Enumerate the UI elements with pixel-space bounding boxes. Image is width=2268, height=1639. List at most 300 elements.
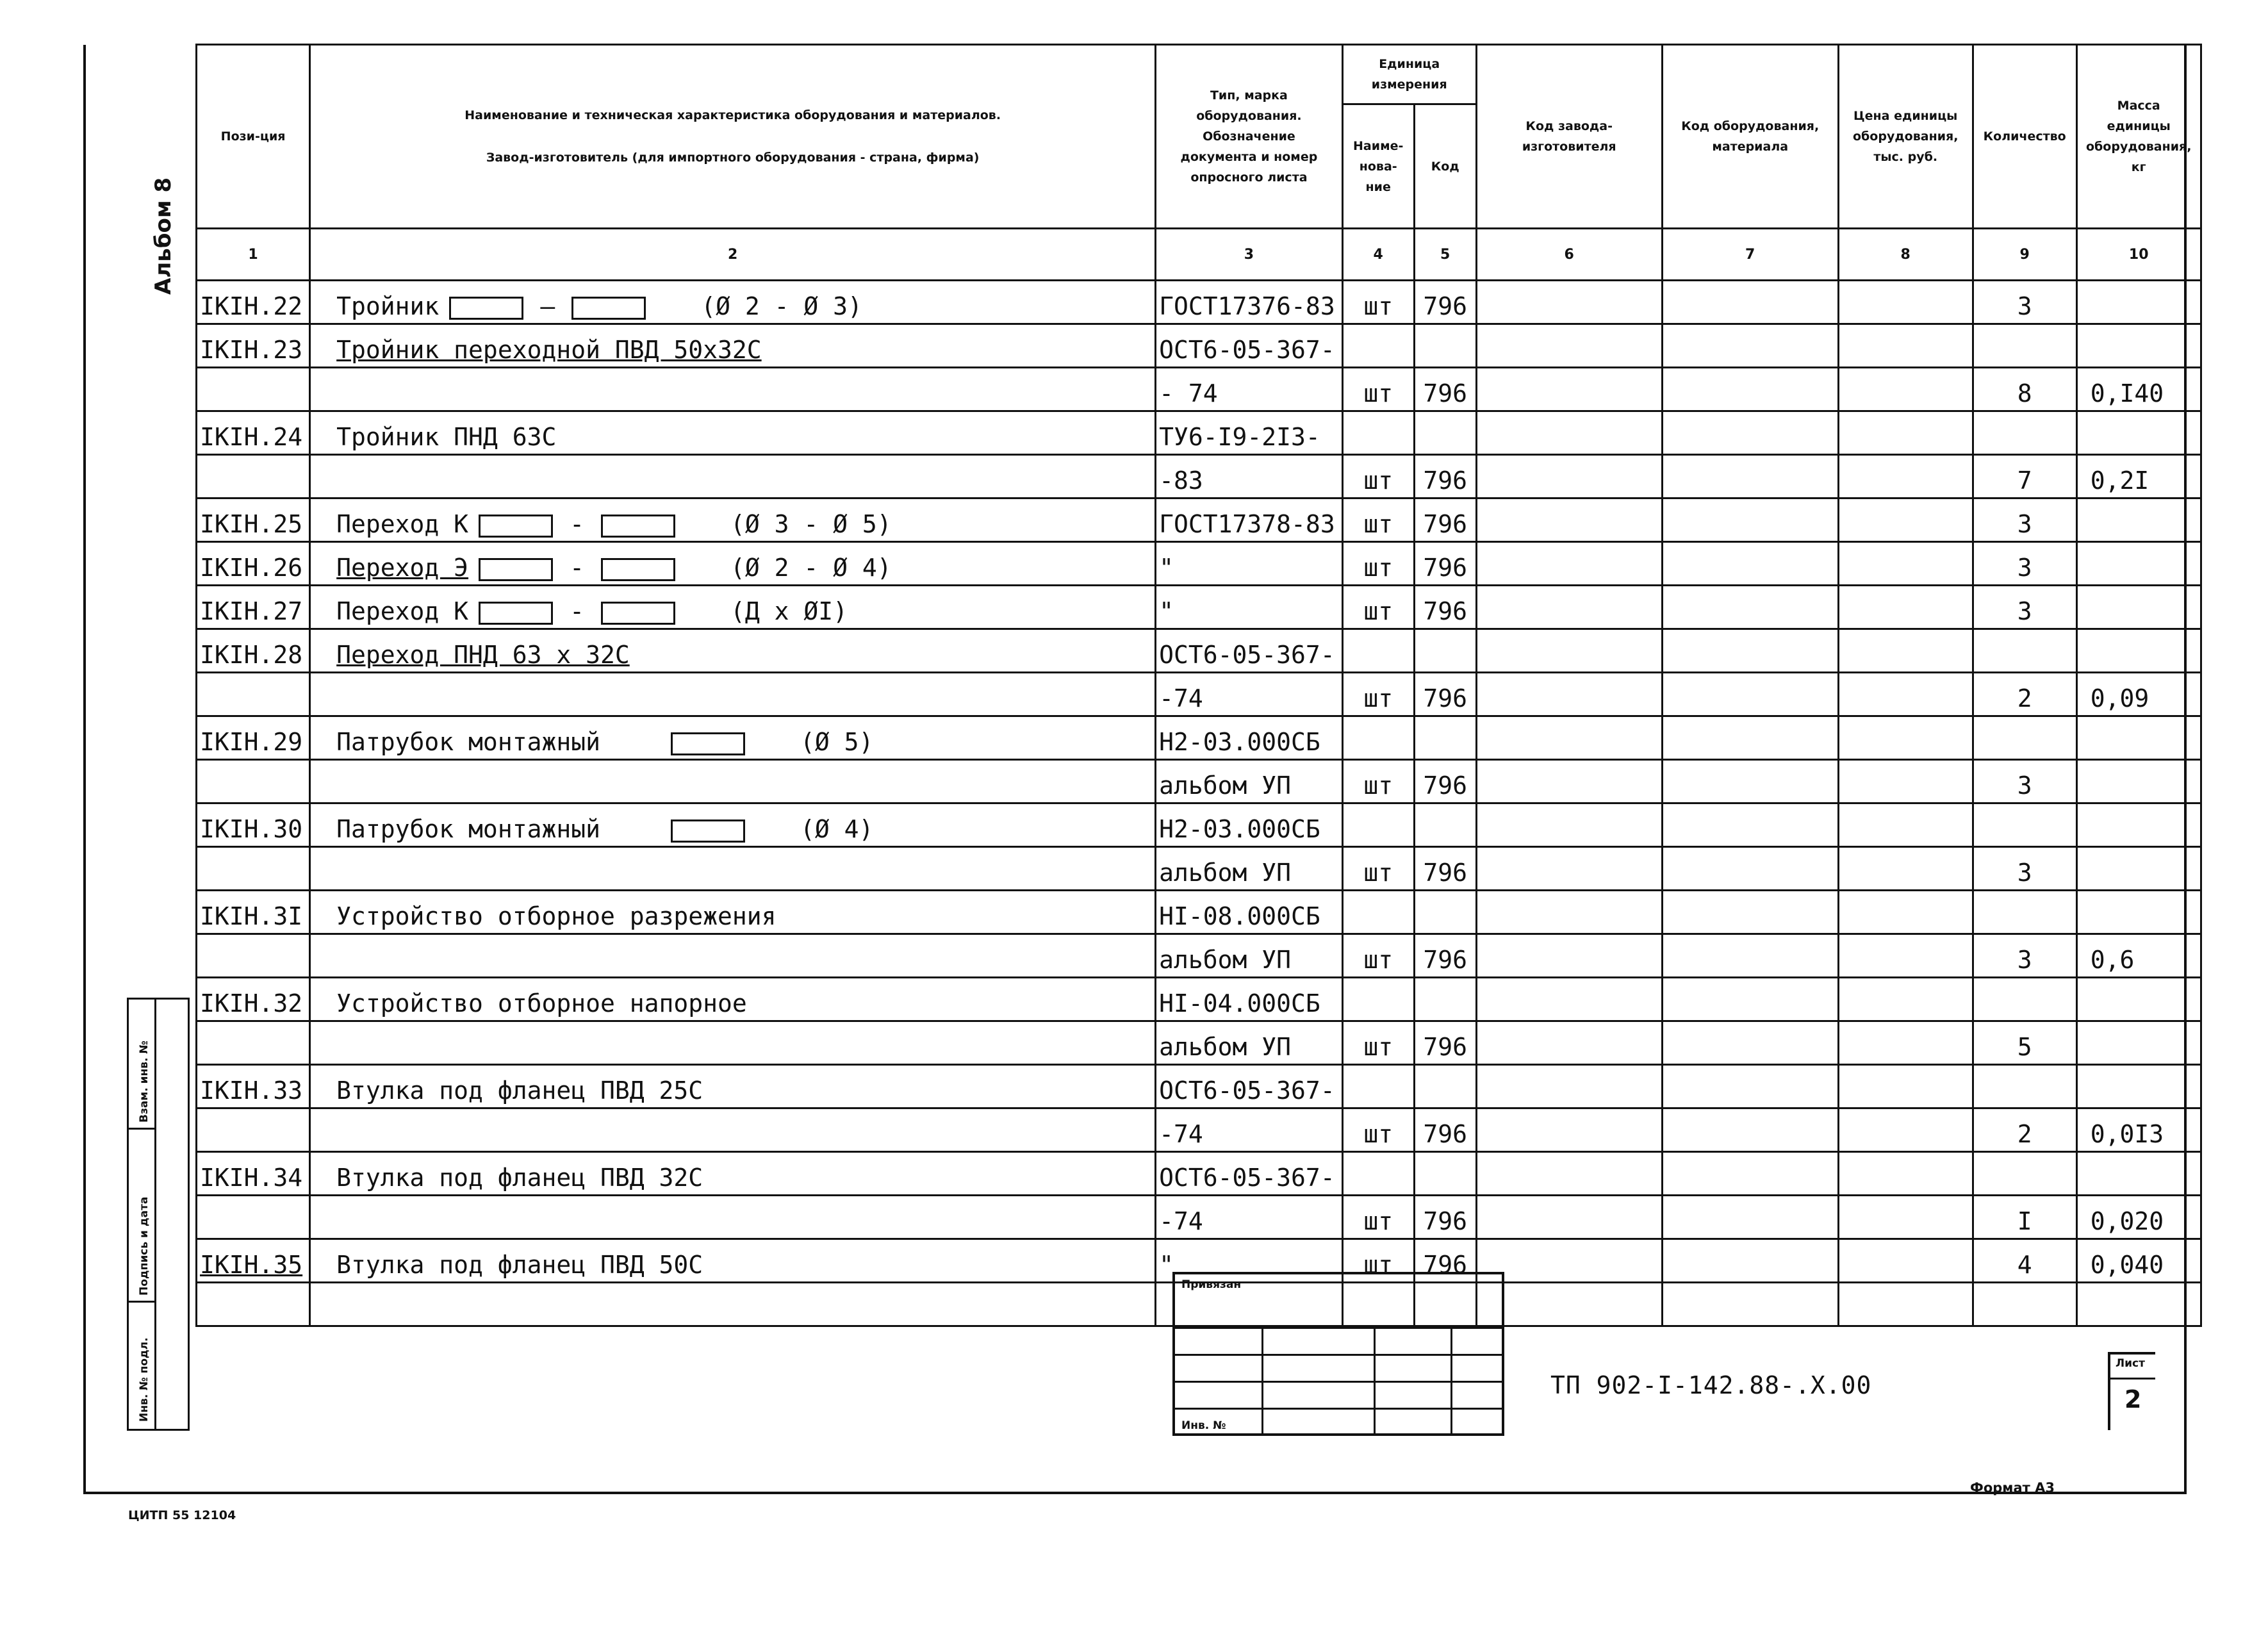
position-cell — [197, 847, 310, 891]
quantity-cell — [1973, 978, 2076, 1021]
factory-code-cell — [1476, 1065, 1662, 1108]
quantity-cell — [1973, 1152, 2076, 1196]
document-cell-text: ГОСТ17378-83 — [1159, 510, 1335, 538]
factory-code-cell — [1476, 934, 1662, 978]
mass-cell — [2076, 891, 2201, 934]
quantity-cell — [1973, 411, 2076, 455]
document-designation: ТП 902-I-142.88-.Х.00 — [1550, 1371, 1872, 1399]
position-cell — [197, 629, 310, 673]
position-cell-text: IKIH.33 — [200, 1076, 303, 1105]
position-cell — [197, 281, 310, 324]
document-cell-text: -74 — [1159, 1120, 1203, 1148]
mass-cell — [2076, 498, 2201, 542]
quantity-cell — [1973, 629, 2076, 673]
position-cell-text: IKIH.27 — [200, 597, 303, 625]
unit-code-cell — [1414, 803, 1476, 847]
unit-code-cell — [1414, 455, 1476, 498]
table-row — [197, 1021, 2201, 1065]
mass-cell — [2076, 455, 2201, 498]
mass-cell — [2076, 803, 2201, 847]
equipment-code-cell — [1662, 978, 1838, 1021]
unit-name-cell — [1342, 498, 1414, 542]
unit-code-cell-text: 796 — [1423, 771, 1468, 800]
unit-name-cell-text: шт — [1363, 1251, 1393, 1279]
header-quantity: Количество — [1973, 45, 2076, 229]
factory-code-cell — [1476, 368, 1662, 411]
stamp-replace-inv-label: Взам. инв. № — [138, 1041, 151, 1123]
unit-name-cell — [1342, 1065, 1414, 1108]
unit-name-cell — [1342, 760, 1414, 803]
factory-code-cell — [1476, 586, 1662, 629]
equipment-code-cell — [1662, 1239, 1838, 1283]
price-cell — [1838, 673, 1973, 716]
equipment-code-cell — [1662, 1065, 1838, 1108]
document-cell — [1156, 542, 1343, 586]
size-placeholder-box — [601, 515, 675, 538]
mass-cell — [2076, 934, 2201, 978]
price-cell — [1838, 542, 1973, 586]
equipment-code-cell — [1662, 455, 1838, 498]
mass-cell-text: 0,09 — [2090, 684, 2149, 712]
document-cell-text: ОСТ6-05-367- — [1159, 336, 1335, 364]
table-row — [197, 673, 2201, 716]
mass-cell — [2076, 847, 2201, 891]
size-placeholder-box — [671, 820, 745, 843]
unit-code-cell-text: 796 — [1423, 684, 1468, 712]
price-cell — [1838, 455, 1973, 498]
mass-cell — [2076, 411, 2201, 455]
unit-name-cell — [1342, 455, 1414, 498]
document-cell — [1156, 411, 1343, 455]
unit-name-cell — [1342, 368, 1414, 411]
quantity-cell — [1973, 1196, 2076, 1239]
side-stamp — [127, 998, 190, 1431]
document-cell-text: ОСТ6-05-367- — [1159, 1164, 1335, 1192]
size-placeholder-box — [601, 602, 675, 625]
equipment-code-cell — [1662, 1152, 1838, 1196]
quantity-cell — [1973, 281, 2076, 324]
unit-code-cell-text: 796 — [1423, 946, 1468, 974]
table-row — [197, 760, 2201, 803]
table-row — [197, 324, 2201, 368]
unit-name-cell — [1342, 1152, 1414, 1196]
document-cell — [1156, 1108, 1343, 1152]
quantity-cell — [1973, 673, 2076, 716]
unit-name-cell — [1342, 934, 1414, 978]
factory-code-cell — [1476, 716, 1662, 760]
unit-code-cell-text: 796 — [1423, 554, 1468, 582]
price-cell — [1838, 891, 1973, 934]
unit-code-cell — [1414, 586, 1476, 629]
item-name: Переход К — [336, 510, 469, 538]
item-name: Втулка под фланец ПВД 32С — [336, 1164, 703, 1192]
name-cell — [310, 498, 1156, 542]
table-row — [197, 1108, 2201, 1152]
factory-code-cell — [1476, 673, 1662, 716]
col-num: 2 — [310, 229, 1156, 281]
unit-name-cell-text: шт — [1363, 379, 1393, 408]
equipment-code-cell — [1662, 411, 1838, 455]
size-placeholder-box — [449, 297, 523, 320]
price-cell — [1838, 1283, 1973, 1326]
unit-code-cell-text: 796 — [1423, 1207, 1468, 1235]
equipment-code-cell — [1662, 1021, 1838, 1065]
unit-code-cell — [1414, 891, 1476, 934]
document-cell-text: " — [1159, 1251, 1174, 1279]
position-cell — [197, 760, 310, 803]
quantity-cell-text: I — [2017, 1207, 2032, 1235]
unit-name-cell — [1342, 586, 1414, 629]
specification-table — [195, 44, 2202, 1327]
unit-code-cell-text: 796 — [1423, 1033, 1468, 1061]
quantity-cell — [1973, 368, 2076, 411]
unit-name-cell — [1342, 803, 1414, 847]
col-num: 10 — [2076, 229, 2201, 281]
position-cell-text: IKIH.30 — [200, 815, 303, 843]
factory-code-cell — [1476, 1152, 1662, 1196]
quantity-cell-text: 3 — [2017, 946, 2032, 974]
position-cell-text: IKIH.28 — [200, 641, 303, 669]
quantity-cell-text: 3 — [2017, 292, 2032, 320]
price-cell — [1838, 1239, 1973, 1283]
document-cell-text: альбом УП — [1159, 1033, 1292, 1061]
mass-cell — [2076, 368, 2201, 411]
price-cell — [1838, 586, 1973, 629]
mass-cell-text: 0,040 — [2090, 1251, 2164, 1279]
col-num: 6 — [1476, 229, 1662, 281]
document-cell — [1156, 716, 1343, 760]
mass-cell-text: 0,020 — [2090, 1207, 2164, 1235]
position-cell — [197, 498, 310, 542]
table-row — [197, 281, 2201, 324]
quantity-cell — [1973, 1021, 2076, 1065]
document-cell — [1156, 847, 1343, 891]
name-cell — [310, 803, 1156, 847]
mass-cell — [2076, 673, 2201, 716]
factory-code-cell — [1476, 542, 1662, 586]
document-cell-text: альбом УП — [1159, 859, 1292, 887]
quantity-cell-text: 3 — [2017, 859, 2032, 887]
mass-cell — [2076, 1283, 2201, 1326]
table-row — [197, 891, 2201, 934]
header-factory-code: Код завода-изготовителя — [1476, 45, 1662, 229]
document-cell-text: ОСТ6-05-367- — [1159, 641, 1335, 669]
position-cell-text: IKIH.24 — [200, 423, 303, 451]
unit-code-cell — [1414, 1065, 1476, 1108]
unit-code-cell — [1414, 368, 1476, 411]
equipment-code-cell — [1662, 760, 1838, 803]
diameter-spec: (Д х ØI) — [730, 597, 848, 625]
quantity-cell — [1973, 586, 2076, 629]
position-cell — [197, 411, 310, 455]
quantity-cell — [1973, 716, 2076, 760]
table-body — [197, 281, 2201, 1326]
quantity-cell — [1973, 1108, 2076, 1152]
mass-cell-text: 0,I40 — [2090, 379, 2164, 408]
name-cell — [310, 716, 1156, 760]
price-cell — [1838, 803, 1973, 847]
unit-code-cell — [1414, 1196, 1476, 1239]
dash: - — [570, 597, 584, 625]
unit-code-cell-text: 796 — [1423, 597, 1468, 625]
sheet-number: 2 — [2124, 1385, 2142, 1413]
price-cell — [1838, 629, 1973, 673]
document-cell-text: ТУ6-I9-2I3- — [1159, 423, 1320, 451]
name-cell — [310, 847, 1156, 891]
price-cell — [1838, 847, 1973, 891]
header-type: Тип, марка оборудования. Обозначение документа и номер опросного листа — [1156, 45, 1343, 229]
header-equipment-code: Код оборудования, материала — [1662, 45, 1838, 229]
col-num: 7 — [1662, 229, 1838, 281]
mass-cell — [2076, 760, 2201, 803]
item-name: Тройник ПНД 63С — [336, 423, 557, 451]
table-row — [197, 716, 2201, 760]
price-cell — [1838, 1152, 1973, 1196]
equipment-code-cell — [1662, 586, 1838, 629]
document-cell — [1156, 586, 1343, 629]
price-cell — [1838, 324, 1973, 368]
document-cell — [1156, 934, 1343, 978]
factory-code-cell — [1476, 455, 1662, 498]
mass-cell — [2076, 716, 2201, 760]
stamp-inv-orig-label: Инв. № подл. — [138, 1337, 151, 1422]
size-placeholder-box — [601, 558, 675, 581]
price-cell — [1838, 1021, 1973, 1065]
position-cell-text: IKIH.25 — [200, 510, 303, 538]
unit-code-cell — [1414, 934, 1476, 978]
document-cell-text: -74 — [1159, 684, 1203, 712]
position-cell-text: IKIH.32 — [200, 989, 303, 1017]
document-cell — [1156, 1021, 1343, 1065]
unit-name-cell-text: шт — [1363, 1033, 1393, 1061]
stamp-sign-date-label: Подпись и дата — [138, 1196, 151, 1296]
unit-code-cell-text: 796 — [1423, 379, 1468, 408]
quantity-cell-text: 3 — [2017, 554, 2032, 582]
diameter-spec: (Ø 2 - Ø 3) — [701, 292, 862, 320]
factory-code-cell — [1476, 411, 1662, 455]
unit-name-cell — [1342, 1021, 1414, 1065]
factory-code-cell — [1476, 847, 1662, 891]
unit-code-cell — [1414, 498, 1476, 542]
col-num: 4 — [1342, 229, 1414, 281]
header-name-line2: Завод-изготовитель (для импортного оборудования - страна, фирма) — [486, 151, 980, 165]
col-num: 5 — [1414, 229, 1476, 281]
size-placeholder-box — [479, 515, 553, 538]
unit-name-cell — [1342, 542, 1414, 586]
col-num: 9 — [1973, 229, 2076, 281]
document-cell — [1156, 673, 1343, 716]
unit-code-cell — [1414, 281, 1476, 324]
unit-code-cell-text: 796 — [1423, 859, 1468, 887]
equipment-code-cell — [1662, 324, 1838, 368]
table-row — [197, 1196, 2201, 1239]
header-name-line1: Наименование и техническая характеристика оборудования и материалов. — [464, 108, 1001, 122]
album-label: Альбом 8 — [151, 177, 176, 295]
unit-name-cell — [1342, 1108, 1414, 1152]
price-cell — [1838, 716, 1973, 760]
equipment-code-cell — [1662, 847, 1838, 891]
equipment-code-cell — [1662, 673, 1838, 716]
unit-code-cell — [1414, 542, 1476, 586]
unit-name-cell — [1342, 281, 1414, 324]
unit-name-cell — [1342, 716, 1414, 760]
name-cell — [310, 1196, 1156, 1239]
size-placeholder-box — [479, 602, 553, 625]
tied-label: Привязан — [1181, 1278, 1242, 1291]
document-cell-text: ГОСТ17376-83 — [1159, 292, 1335, 320]
factory-code-cell — [1476, 1021, 1662, 1065]
col-num: 3 — [1156, 229, 1343, 281]
price-cell — [1838, 1065, 1973, 1108]
document-cell — [1156, 891, 1343, 934]
unit-name-cell — [1342, 411, 1414, 455]
stamp-replace-inv — [129, 1000, 154, 1130]
equipment-code-cell — [1662, 803, 1838, 847]
unit-code-cell — [1414, 760, 1476, 803]
quantity-cell-text: 3 — [2017, 771, 2032, 800]
name-cell — [310, 324, 1156, 368]
price-cell — [1838, 760, 1973, 803]
position-cell-text: IKIH.22 — [200, 292, 303, 320]
header-unit-group: Единица измерения — [1342, 45, 1476, 104]
item-name: Тройник переходной ПВД 50х32С — [336, 336, 762, 364]
unit-code-cell — [1414, 673, 1476, 716]
name-cell — [310, 586, 1156, 629]
document-cell-text: Н2-03.000СБ — [1159, 815, 1320, 843]
table-row — [197, 629, 2201, 673]
factory-code-cell — [1476, 498, 1662, 542]
name-cell — [310, 368, 1156, 411]
position-cell-text: IKIH.34 — [200, 1164, 303, 1192]
equipment-code-cell — [1662, 498, 1838, 542]
factory-code-cell — [1476, 629, 1662, 673]
table-row — [197, 542, 2201, 586]
diameter-spec: (Ø 5) — [800, 728, 874, 756]
document-cell-text: " — [1159, 554, 1174, 582]
mass-cell — [2076, 324, 2201, 368]
unit-code-cell — [1414, 716, 1476, 760]
item-name: Патрубок монтажный — [336, 728, 600, 756]
document-cell — [1156, 1152, 1343, 1196]
factory-code-cell — [1476, 891, 1662, 934]
header-position: Пози-ция — [197, 45, 310, 229]
equipment-code-cell — [1662, 281, 1838, 324]
item-name: Втулка под фланец ПВД 25С — [336, 1076, 703, 1105]
equipment-code-cell — [1662, 1283, 1838, 1326]
table-row — [197, 847, 2201, 891]
position-cell — [197, 716, 310, 760]
dash: - — [570, 510, 584, 538]
price-cell — [1838, 368, 1973, 411]
diameter-spec: (Ø 4) — [800, 815, 874, 843]
document-cell-text: альбом УП — [1159, 771, 1292, 800]
price-cell — [1838, 281, 1973, 324]
position-cell-text: IKIH.26 — [200, 554, 303, 582]
item-name: Устройство отборное разрежения — [336, 902, 777, 930]
quantity-cell — [1973, 1239, 2076, 1283]
mass-cell — [2076, 1108, 2201, 1152]
position-cell — [197, 455, 310, 498]
name-cell — [310, 1108, 1156, 1152]
quantity-cell-text: 3 — [2017, 510, 2032, 538]
equipment-code-cell — [1662, 934, 1838, 978]
size-placeholder-box — [479, 558, 553, 581]
name-cell — [310, 978, 1156, 1021]
col-num: 8 — [1838, 229, 1973, 281]
position-cell — [197, 324, 310, 368]
dash: - — [570, 554, 584, 582]
position-cell-text: IKIH.3I — [200, 902, 303, 930]
mass-cell — [2076, 1021, 2201, 1065]
size-placeholder-box — [671, 732, 745, 755]
document-cell — [1156, 803, 1343, 847]
position-cell — [197, 586, 310, 629]
table-row — [197, 1152, 2201, 1196]
table-row — [197, 803, 2201, 847]
document-cell — [1156, 498, 1343, 542]
unit-name-cell-text: шт — [1363, 946, 1393, 974]
position-cell — [197, 803, 310, 847]
mass-cell — [2076, 1239, 2201, 1283]
position-cell — [197, 978, 310, 1021]
size-placeholder-box — [571, 297, 646, 320]
quantity-cell-text: 2 — [2017, 684, 2032, 712]
factory-code-cell — [1476, 803, 1662, 847]
document-cell — [1156, 760, 1343, 803]
header-price: Цена единицы оборудования, тыс. руб. — [1838, 45, 1973, 229]
unit-name-cell-text: шт — [1363, 771, 1393, 800]
unit-name-cell-text: шт — [1363, 859, 1393, 887]
quantity-cell-text: 8 — [2017, 379, 2032, 408]
header-name — [310, 45, 1156, 229]
table-row — [197, 586, 2201, 629]
document-cell — [1156, 629, 1343, 673]
position-cell — [197, 1152, 310, 1196]
table-row — [197, 978, 2201, 1021]
position-cell — [197, 673, 310, 716]
position-cell — [197, 1021, 310, 1065]
unit-name-cell — [1342, 847, 1414, 891]
quantity-cell-text: 2 — [2017, 1120, 2032, 1148]
document-cell — [1156, 324, 1343, 368]
unit-name-cell — [1342, 1196, 1414, 1239]
header-unit-code: Код — [1414, 104, 1476, 229]
equipment-code-cell — [1662, 368, 1838, 411]
quantity-cell-text: 4 — [2017, 1251, 2032, 1279]
unit-name-cell-text: шт — [1363, 554, 1393, 582]
document-cell — [1156, 455, 1343, 498]
name-cell — [310, 1239, 1156, 1283]
mass-cell — [2076, 1065, 2201, 1108]
quantity-cell — [1973, 934, 2076, 978]
equipment-code-cell — [1662, 1108, 1838, 1152]
quantity-cell — [1973, 324, 2076, 368]
quantity-cell-text: 3 — [2017, 597, 2032, 625]
unit-name-cell — [1342, 673, 1414, 716]
document-cell-text: - 74 — [1159, 379, 1218, 408]
name-cell — [310, 673, 1156, 716]
unit-code-cell — [1414, 978, 1476, 1021]
print-code: ЦИТП 55 12104 — [128, 1508, 236, 1522]
factory-code-cell — [1476, 978, 1662, 1021]
quantity-cell — [1973, 498, 2076, 542]
table-row — [197, 368, 2201, 411]
unit-name-cell-text: шт — [1363, 292, 1393, 320]
header-unit-name: Наиме-нова-ние — [1342, 104, 1414, 229]
document-cell-text: ОСТ6-05-367- — [1159, 1076, 1335, 1105]
equipment-code-cell — [1662, 891, 1838, 934]
position-cell — [197, 368, 310, 411]
